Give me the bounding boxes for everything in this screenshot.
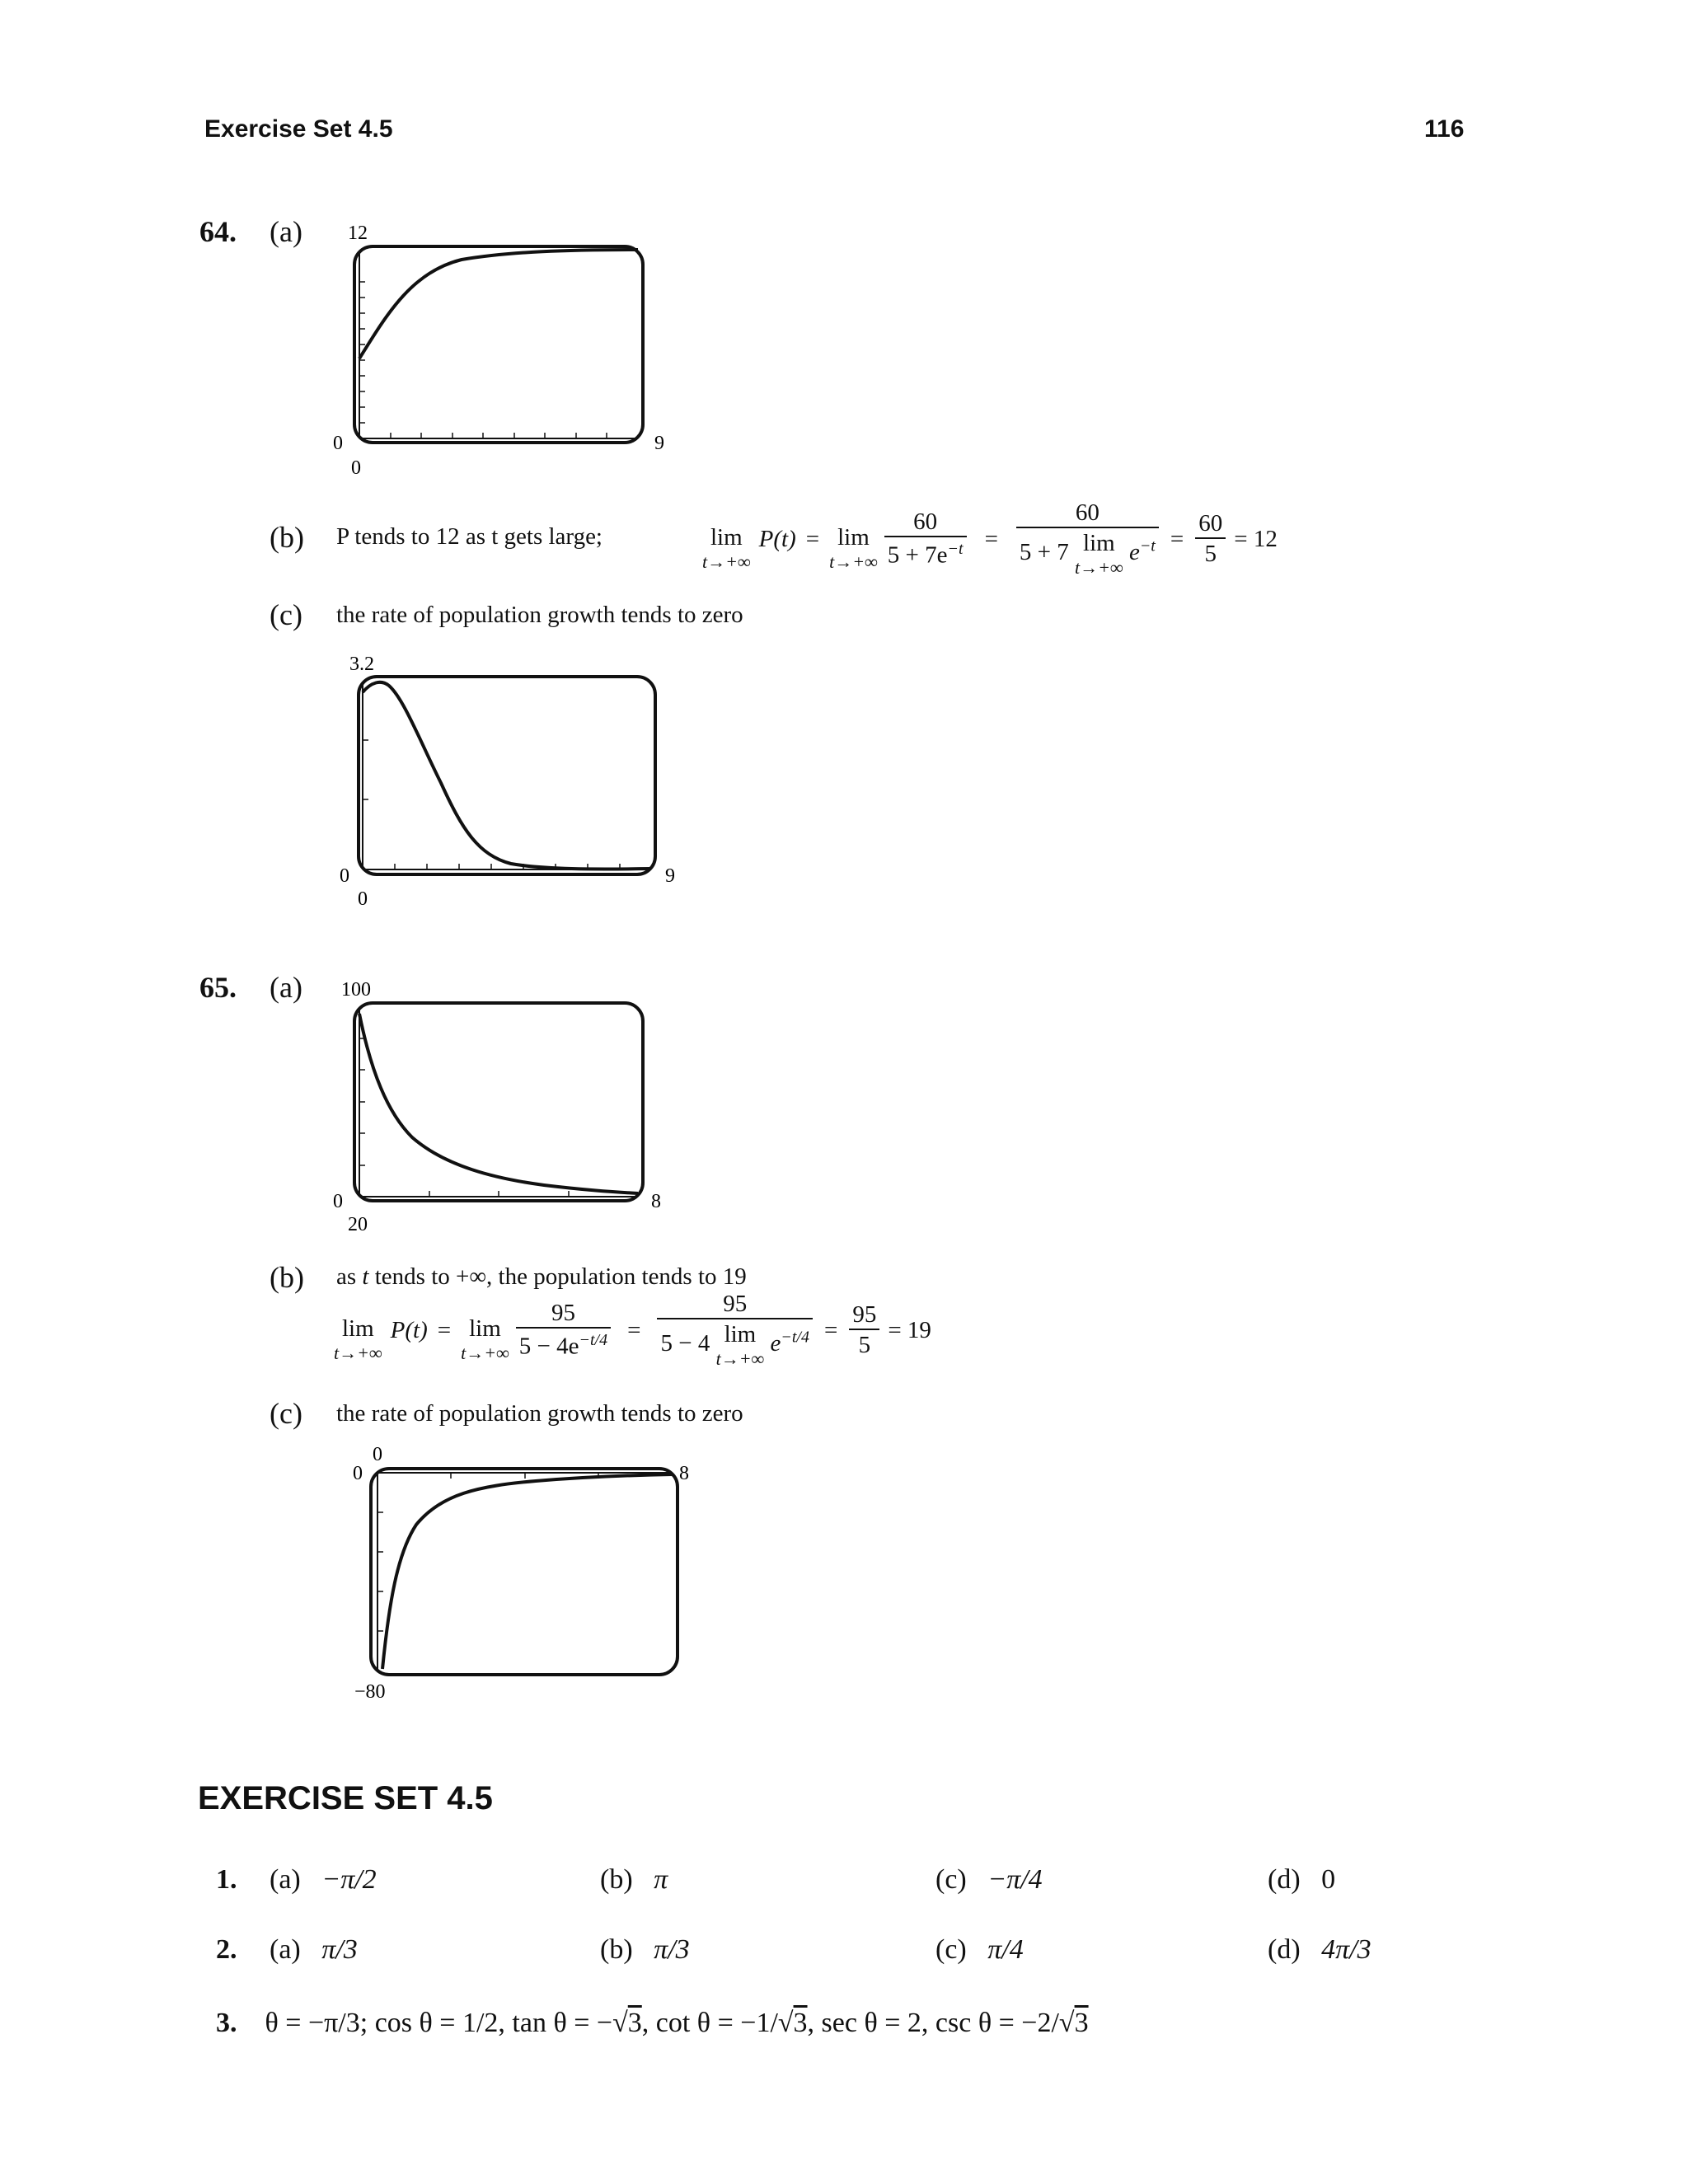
answer-1d <box>1268 1864 1335 1896</box>
fraction-denominator: 5 <box>858 1332 871 1358</box>
problem-64b-label: (b) <box>270 521 304 554</box>
part-label: (d) <box>1268 1934 1301 1965</box>
part-label: (b) <box>600 1934 633 1965</box>
equals-sign: = <box>627 1316 641 1343</box>
part-label: (d) <box>1268 1864 1301 1895</box>
question-number: 3. <box>216 2008 237 2038</box>
lim-subscript: t→+∞ <box>715 1348 765 1369</box>
answer-1b <box>600 1864 668 1896</box>
radicand: 3 <box>627 2008 642 2038</box>
section-title: EXERCISE SET 4.5 <box>198 1780 493 1816</box>
problem-64-number: 64. <box>199 215 237 248</box>
graph-64c-xmin: 0 <box>358 888 368 907</box>
graph-64c-xmax: 9 <box>665 865 675 887</box>
graph-65a-xmax: 8 <box>651 1191 661 1212</box>
lim-subscript: t→+∞ <box>461 1342 509 1363</box>
equals-sign: = <box>984 525 998 552</box>
fraction-numerator: 95 <box>849 1303 879 1330</box>
part-value: π/4 <box>987 1934 1024 1965</box>
lim-operator: lim <box>710 523 743 551</box>
lim-subscript: t→+∞ <box>334 1342 382 1363</box>
page-number: 116 <box>1424 115 1465 143</box>
variable-t: t <box>362 1263 369 1290</box>
answer-2a <box>270 1934 358 1966</box>
problem-64c-label: (c) <box>270 598 302 631</box>
lim-operator: lim <box>341 1315 374 1342</box>
fraction-denominator: 5 − 4 <box>660 1330 710 1357</box>
question-number: 2. <box>216 1934 237 1965</box>
result-value: = 12 <box>1234 525 1278 552</box>
answer-row-1 <box>216 1864 237 1896</box>
lim-operator: lim <box>724 1321 757 1347</box>
part-value: π <box>654 1864 668 1895</box>
graph-64a-xmin: 0 <box>351 457 361 478</box>
lim-subscript: t→+∞ <box>1075 557 1123 578</box>
graph-64c-ymax: 3.2 <box>349 654 374 675</box>
exponential-e: e <box>770 1330 781 1357</box>
lim-operator: lim <box>837 523 870 551</box>
equals-sign: = <box>805 525 820 552</box>
lim-operator: lim <box>469 1315 501 1342</box>
fraction-denominator: 5 + 7 <box>1019 539 1069 566</box>
exponent: −t/4 <box>579 1331 608 1350</box>
part-label: (c) <box>935 1934 967 1965</box>
graph-65c-ymax-top: 0 <box>373 1444 382 1465</box>
answer-1a <box>270 1864 377 1896</box>
running-header-title: Exercise Set 4.5 <box>204 115 393 143</box>
graph-65c-xmax: 8 <box>679 1463 689 1484</box>
problem-65c-label: (c) <box>270 1397 302 1430</box>
result-value: = 19 <box>888 1316 931 1343</box>
radicand: 3 <box>793 2008 808 2038</box>
graph-64a-ymin: 0 <box>333 433 343 454</box>
answer-2d <box>1268 1934 1372 1966</box>
part-label: (b) <box>600 1864 633 1895</box>
lim-operator: lim <box>1083 530 1115 556</box>
answer-3-part1: θ = −π/3; cos θ = 1/2, tan θ = −√ <box>265 2008 628 2038</box>
graph-65a-ymin: 0 <box>333 1191 343 1212</box>
answer-row-3 <box>216 2008 1089 2039</box>
fraction-denominator: 5 − 4e <box>518 1333 579 1360</box>
graph-64a <box>321 214 676 478</box>
graph-64a-ymax: 12 <box>348 223 368 244</box>
equals-sign: = <box>823 1316 838 1343</box>
graph-65a-xmin: 20 <box>348 1214 368 1235</box>
graph-65a-ymax: 100 <box>341 979 371 1001</box>
problem-65b-text <box>336 1265 747 1289</box>
graph-65c-ymin: −80 <box>354 1681 386 1703</box>
limit-expression-64b <box>702 501 1278 577</box>
limit-expression-65b <box>334 1292 931 1368</box>
graph-65c-xmin: 0 <box>353 1463 363 1484</box>
problem-65-number: 65. <box>199 971 237 1004</box>
part-value: π/3 <box>654 1934 690 1965</box>
part-value: 0 <box>1321 1864 1336 1895</box>
answer-row-2 <box>216 1934 237 1966</box>
problem-65b-label: (b) <box>270 1261 304 1294</box>
fraction-numerator: 60 <box>1016 501 1159 528</box>
answer-2b <box>600 1934 690 1966</box>
problem-64b-text: P tends to 12 as t gets large; <box>336 523 603 550</box>
equals-sign: = <box>437 1316 452 1343</box>
answer-1c <box>935 1864 1043 1896</box>
fraction-numerator: 60 <box>884 510 967 537</box>
answer-3-part2: , cot θ = −1/√ <box>641 2008 794 2038</box>
problem-64c-text: the rate of population growth tends to zero <box>336 602 743 628</box>
exponent: −t/4 <box>781 1328 809 1347</box>
problem-65b-text-post: tends to +∞, the population tends to 19 <box>374 1263 747 1290</box>
part-label: (a) <box>270 1934 301 1965</box>
p-of-t: P(t) <box>390 1316 428 1343</box>
problem-65c-text: the rate of population growth tends to zero <box>336 1400 743 1427</box>
fraction-denominator: 5 <box>1204 541 1217 567</box>
exponential-e: e <box>1128 539 1140 566</box>
p-of-t: P(t) <box>758 525 796 552</box>
part-label: (a) <box>270 1864 301 1895</box>
graph-64a-xmax: 9 <box>654 433 664 454</box>
answer-2c <box>935 1934 1024 1966</box>
fraction-numerator: 95 <box>516 1301 611 1329</box>
fraction-numerator: 60 <box>1195 512 1226 539</box>
exponent: −t <box>947 540 964 559</box>
part-value: 4π/3 <box>1321 1934 1372 1965</box>
exponent: −t <box>1139 537 1156 555</box>
question-number: 1. <box>216 1864 237 1895</box>
problem-65a-label: (a) <box>270 971 302 1004</box>
lim-subscript: t→+∞ <box>829 551 878 572</box>
equals-sign: = <box>1170 525 1184 552</box>
part-value: −π/2 <box>321 1864 377 1895</box>
problem-64a-label: (a) <box>270 215 302 248</box>
part-label: (c) <box>935 1864 967 1895</box>
graph-65a <box>321 972 676 1236</box>
lim-subscript: t→+∞ <box>702 551 751 572</box>
graph-65c <box>338 1438 692 1710</box>
problem-65b-text-pre: as <box>336 1263 357 1290</box>
graph-64c <box>330 643 684 907</box>
fraction-numerator: 95 <box>657 1292 813 1319</box>
answer-3-part3: , sec θ = 2, csc θ = −2/√ <box>807 2008 1075 2038</box>
graph-64c-ymin: 0 <box>340 865 349 887</box>
fraction-denominator: 5 + 7e <box>887 541 948 569</box>
part-value: −π/4 <box>987 1864 1043 1895</box>
part-value: π/3 <box>321 1934 358 1965</box>
radicand: 3 <box>1074 2008 1089 2038</box>
